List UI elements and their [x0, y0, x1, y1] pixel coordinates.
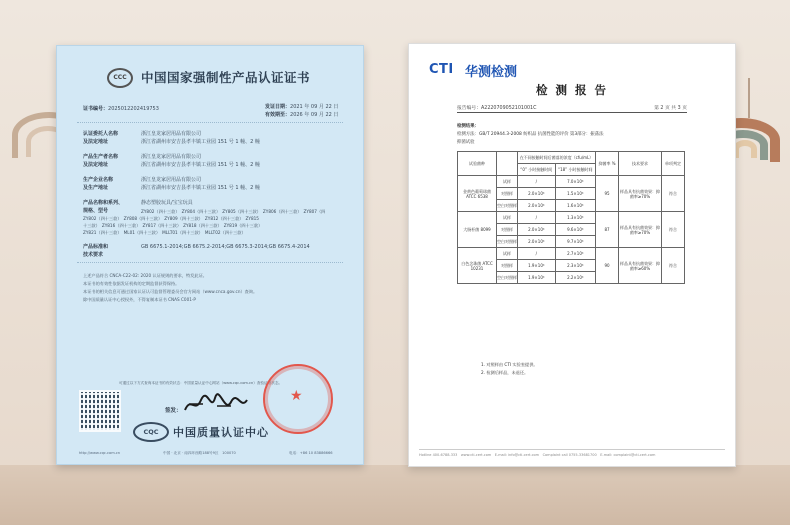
method-line: 检测方法：GB/T 20944.3-2008 纺织品 抗菌性能的评价 第3部分：振荡法: [457, 132, 604, 137]
header-cell: [497, 152, 518, 176]
note-2: 2. 检测后样品，未退还。: [481, 370, 529, 375]
divider: [457, 112, 687, 113]
table-row: [458, 248, 685, 260]
factory-address: 浙江省湖州市安吉县孝丰镇工业园 151 号 1 幢、2 幢: [141, 185, 260, 191]
value-cell: 2.0×10⁴: [518, 236, 556, 248]
row-label-cell: 空白对照样: [497, 272, 518, 284]
page-indicator: 第 2 页 共 3 页: [654, 106, 687, 111]
table-header-row: [458, 152, 685, 164]
value-cell: 7.0×10⁴: [555, 176, 595, 188]
header-cell: 试验菌种: [458, 152, 497, 176]
cqc-name: 中国质量认证中心: [173, 426, 269, 439]
factory-addr-label: 及生产地址: [83, 185, 109, 191]
footer-tel: 电话：+86 10 83886666: [289, 451, 333, 455]
judgement-cell: 符合: [662, 176, 685, 212]
header-cell: 单项判定: [662, 152, 685, 176]
row-label-cell: 空白对照样: [497, 200, 518, 212]
footer-address: 中国 · 北京 · 南四环西路188号9区 100070: [163, 451, 236, 455]
cert-number-row: 证书编号：2025012202419753: [83, 106, 159, 112]
product-label: 产品名称和系列、: [83, 200, 124, 206]
method-line-2: 抑菌试验: [457, 140, 475, 145]
product-line: 十三款） ZY816（四十三款） ZY817（四十三款） ZY818（四十三款） ZY819（四十三款）: [83, 223, 263, 228]
rainbow-decor-right-inner: [733, 140, 757, 158]
applicant-label: 认证委托人名称: [83, 131, 119, 137]
rate-cell: 95: [596, 176, 619, 212]
value-cell: 2.7×10⁴: [555, 248, 595, 260]
producer-address: 浙江省湖州市安吉县孝丰镇工业园 151 号 1 幢、2 幢: [141, 162, 260, 168]
value-cell: 1.9×10⁴: [518, 260, 556, 272]
report-number: 报告编号：A2220709052101001C: [457, 106, 537, 111]
product-line: 静态塑胶玩具/宝宝玩具: [141, 200, 193, 206]
value-cell: /: [518, 212, 556, 224]
wall-hook: [748, 78, 750, 118]
product-line: ZY821（四十三款） ML01（四十三款） MLLT01（四十三款） MLLT02（四十三款）: [83, 230, 246, 235]
requirement-cell: 样品具有抗菌效果：抑菌率≥70%: [619, 176, 662, 212]
cqc-logo-icon: CQC: [133, 422, 169, 442]
table-row: [458, 176, 685, 188]
judgement-cell: 符合: [662, 212, 685, 248]
footer-web: http://www.cqc.com.cn: [79, 451, 121, 455]
header-cell: “18” 小时接触时间: [555, 164, 595, 176]
factory-label: 生产企业名称: [83, 177, 114, 183]
valid-date-row: 有效期至：2026 年 09 月 22 日: [265, 112, 339, 118]
value-cell: 2.3×10⁴: [555, 260, 595, 272]
requirement-cell: 样品具有抗菌效果：抑菌率≥70%: [619, 212, 662, 248]
row-label-cell: 试样: [497, 176, 518, 188]
requirement-cell: 样品具有抗菌效果：抑菌率≥60%: [619, 248, 662, 284]
header-cell: 技术要求: [619, 152, 662, 176]
standard-value: GB 6675.1-2014;GB 6675.2-2014;GB 6675.3-2014;GB 6675.4-2014: [141, 244, 310, 250]
header-cell: 在不同接触时间后菌落的浓度（cfu/mL）: [518, 152, 596, 164]
row-label-cell: 试样: [497, 212, 518, 224]
row-label-cell: 对照样: [497, 188, 518, 200]
table-row: [458, 212, 685, 224]
official-seal-icon: [263, 364, 333, 434]
ccc-title: 中国国家强制性产品认证证书: [141, 70, 311, 85]
tech-label: 技术要求: [83, 252, 104, 258]
applicant-name: 浙江皇龙家居用品有限公司: [141, 131, 202, 137]
row-label-cell: 对照样: [497, 224, 518, 236]
judgement-cell: 符合: [662, 248, 685, 284]
organism-cell: 白色念珠菌 ATCC 10231: [458, 248, 497, 284]
cti-logo-icon: CTI: [429, 62, 454, 77]
ccc-logo-icon: CCC: [107, 68, 133, 88]
divider: [77, 122, 343, 123]
organism-cell: 金黄色葡萄球菌 ATCC 6538: [458, 176, 497, 212]
producer-addr-label: 及法定地址: [83, 162, 109, 168]
model-label: 规格、型号: [83, 208, 109, 214]
qr-code-icon: [79, 390, 121, 432]
row-label-cell: 试样: [497, 248, 518, 260]
value-cell: /: [518, 176, 556, 188]
value-cell: 1.3×10⁴: [555, 212, 595, 224]
standard-label: 产品标准和: [83, 244, 109, 250]
ccc-certificate: [56, 45, 364, 465]
product-line: ZY802（四十三款） ZY804（四十三款） ZY805（四十三款） ZY806（四十三款） ZY807（四: [141, 209, 326, 214]
value-cell: /: [518, 248, 556, 260]
value-cell: 2.0×10⁴: [518, 224, 556, 236]
row-label-cell: 对照样: [497, 260, 518, 272]
cert-paragraph: 上述产品符合 CNCA-C22-02: 2020 认证规则的要求，特发此证。 本证书的有效性依据发证机构的定期监督获得保持。 本证书的相关信息可通过国家认证认可监督管理委员会官方网站（www.cnca.gov.cn）查询。 除中国质量认证中心授权外，不得复制本证书 CNAS C001-P: [83, 273, 258, 302]
results-table: [457, 151, 685, 284]
query-line: 可通过以下方式查询本证书的有效状态：中国质量认证中心网站（www.cqc.com.cn）查验证书状态。: [119, 381, 283, 385]
row-label-cell: 空白对照样: [497, 236, 518, 248]
header-cell: “0” 小时接触时间: [518, 164, 556, 176]
applicant-addr-label: 及法定地址: [83, 139, 109, 145]
issue-date-row: 发证日期：2021 年 09 月 22 日: [265, 104, 339, 110]
report-footer: Hotline 400-6788-333 www.cti-cert.com E-mail: info@cti-cert.com Complaint call 0755-33681700 E-mail: complaint@cti-cert.com: [419, 449, 725, 458]
sign-label: 签发：: [165, 408, 182, 414]
section-label: 检测结果：: [457, 124, 479, 129]
divider: [77, 262, 343, 263]
value-cell: 9.7×10⁴: [555, 236, 595, 248]
signature-icon: [181, 392, 251, 418]
value-cell: 1.6×10⁴: [555, 200, 595, 212]
value-cell: 2.2×10⁴: [555, 272, 595, 284]
cti-report: [408, 43, 736, 467]
producer-label: 产品生产者名称: [83, 154, 119, 160]
value-cell: 9.6×10⁴: [555, 224, 595, 236]
producer-name: 浙江皇龙家居用品有限公司: [141, 154, 202, 160]
value-cell: 2.0×10⁴: [518, 200, 556, 212]
applicant-address: 浙江省湖州市安吉县孝丰镇工业园 151 号 1 幢、2 幢: [141, 139, 260, 145]
value-cell: 1.9×10⁴: [518, 272, 556, 284]
floor: [0, 465, 790, 525]
note-1: 1. 对照样由 CTI 实验室提供。: [481, 362, 538, 367]
value-cell: 2.0×10⁴: [518, 188, 556, 200]
cti-brand: 华测检测: [465, 65, 518, 80]
product-line: ZY802（四十三款） ZY808（四十三款） ZY809（四十三款） ZY812（四十三款） ZY815: [83, 216, 259, 221]
rate-cell: 87: [596, 212, 619, 248]
value-cell: 1.5×10⁴: [555, 188, 595, 200]
factory-name: 浙江皇龙家居用品有限公司: [141, 177, 202, 183]
organism-cell: 大肠杆菌 8099: [458, 212, 497, 248]
rate-cell: 90: [596, 248, 619, 284]
header-cell: 抑菌率 %: [596, 152, 619, 176]
report-title: 检 测 报 告: [535, 83, 608, 97]
